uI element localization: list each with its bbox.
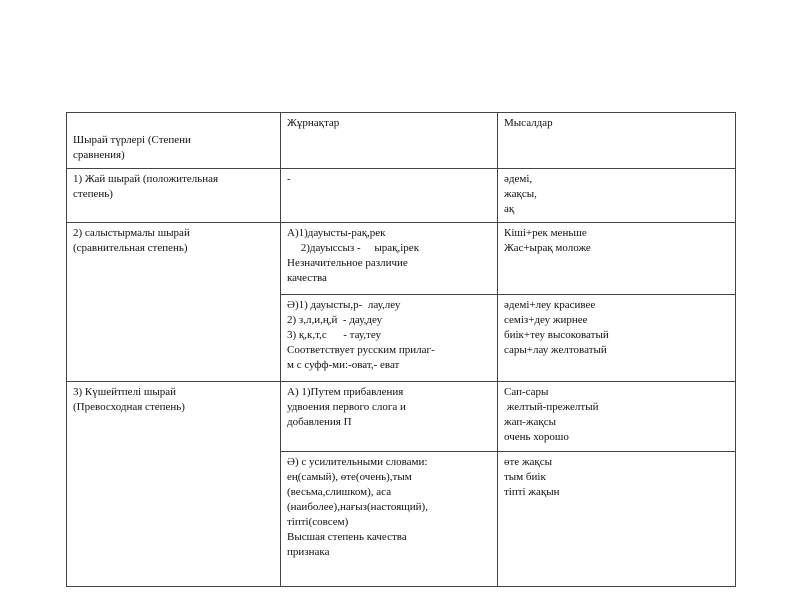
- cell-line: әдемі,: [504, 173, 533, 185]
- cell-line: (Превосходная степень): [73, 401, 185, 413]
- suffix-cell: [281, 382, 498, 452]
- example-cell: [498, 382, 736, 452]
- suffix-cell: [281, 223, 498, 295]
- cell-line: Сап-сары: [504, 386, 549, 398]
- example-cell: [498, 223, 736, 295]
- cell-line: (сравнительная степень): [73, 242, 188, 254]
- cell-line: жап-жақсы: [504, 416, 556, 428]
- cell-line: семіз+деу жирнее: [504, 314, 588, 326]
- cell-line: желтый-прежелтый: [504, 401, 599, 413]
- suffix-cell: [281, 452, 498, 587]
- table-row: [67, 223, 736, 295]
- example-cell: [498, 295, 736, 382]
- cell-line: өте жақсы: [504, 456, 553, 468]
- table-row: [67, 382, 736, 452]
- degree-cell: [67, 223, 281, 382]
- cell-line: әдемі+леу красивее: [504, 299, 596, 311]
- cell-line: Жұрнақтар: [287, 117, 340, 129]
- cell-line: тіпті жақын: [504, 486, 560, 498]
- comparison-degrees-table: [66, 112, 736, 587]
- cell-line: Незначительное различие: [287, 257, 408, 269]
- header-suffixes: [281, 113, 498, 169]
- cell-line: (наиболее),нағыз(настоящий),: [287, 501, 428, 513]
- cell-line: тіпті(совсем): [287, 516, 349, 528]
- cell-line: ең(самый), өте(очень),тым: [287, 471, 412, 483]
- cell-line: удвоения первого слога и: [287, 401, 406, 413]
- cell-line: степень): [73, 188, 113, 200]
- cell-line: сары+лау желтоватый: [504, 344, 607, 356]
- cell-line: очень хорошо: [504, 431, 569, 443]
- cell-line: Соответствует русским прилаг-: [287, 344, 435, 356]
- example-cell: [498, 452, 736, 587]
- header-examples: [498, 113, 736, 169]
- cell-line: жақсы,: [504, 188, 537, 200]
- cell-line: 1) Жай шырай (положительная: [73, 173, 219, 185]
- suffix-cell: [281, 169, 498, 223]
- cell-line: (весьма,слишком), аса: [287, 486, 392, 498]
- cell-line: -: [287, 173, 291, 185]
- cell-line: качества: [287, 272, 327, 284]
- cell-line: 2) салыстырмалы шырай: [73, 227, 190, 239]
- header-degree-types: [67, 113, 281, 169]
- cell-line: 2) з,л,и,ң,й - дау,деу: [287, 314, 383, 326]
- degree-cell: [67, 382, 281, 587]
- degree-cell: [67, 169, 281, 223]
- example-cell: [498, 169, 736, 223]
- cell-line: Шырай түрлері (Степени: [73, 134, 191, 146]
- cell-line: 3) қ,к,т,с - тау,теу: [287, 329, 381, 341]
- cell-line: Жас+ырақ моложе: [504, 242, 591, 254]
- suffix-cell: [281, 295, 498, 382]
- cell-line: ақ: [504, 203, 515, 215]
- cell-line: добавления П: [287, 416, 352, 428]
- cell-line: 2)дауыссыз - ырақ,ірек: [287, 242, 420, 254]
- cell-line: сравнения): [73, 149, 125, 161]
- cell-line: м с суфф-ми:-оват,- еват: [287, 359, 400, 371]
- table-header-row: [67, 113, 736, 169]
- cell-line: признака: [287, 546, 330, 558]
- cell-line: Кіші+рек меньше: [504, 227, 587, 239]
- table-row: [67, 169, 736, 223]
- cell-line: Высшая степень качества: [287, 531, 407, 543]
- cell-line: Мысалдар: [504, 117, 553, 129]
- cell-line: 3) Күшейтпелі шырай: [73, 386, 176, 398]
- cell-line: биік+теу высоковатый: [504, 329, 609, 341]
- cell-line: А)1)дауысты-рақ,рек: [287, 227, 386, 239]
- cell-line: тым биік: [504, 471, 546, 483]
- cell-line: Ә)1) дауысты,р- лау,леу: [287, 299, 401, 311]
- cell-line: Ә) с усилительными словами:: [287, 456, 428, 468]
- cell-line: А) 1)Путем прибавления: [287, 386, 404, 398]
